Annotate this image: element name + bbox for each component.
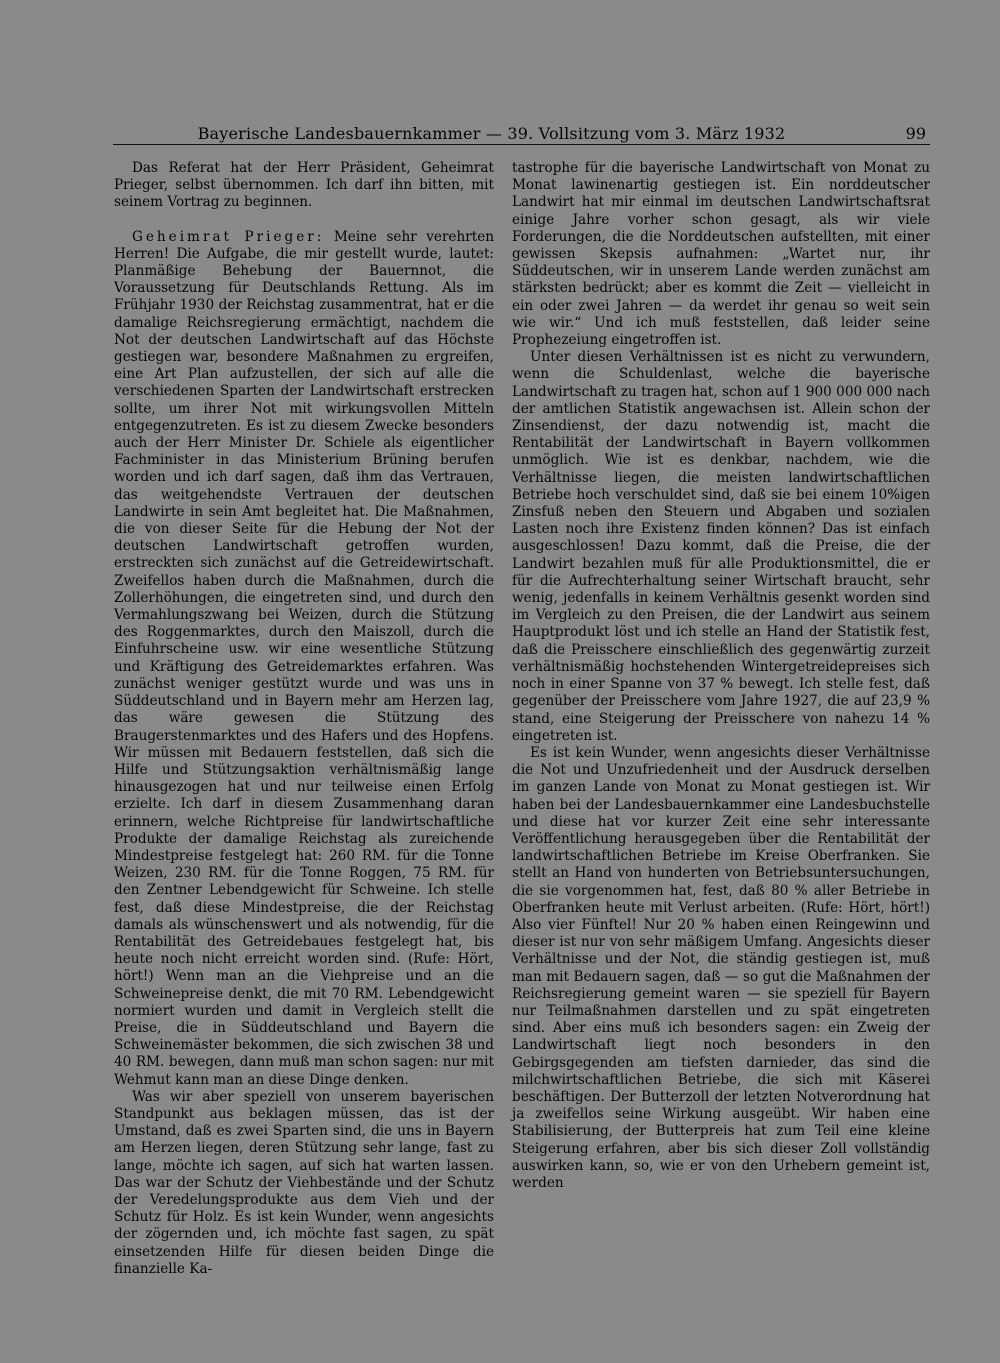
paragraph: Das Referat hat der Herr Präsident, Geheimrat Prieger, selbst übernommen. Ich darf ihn bitten, mit seinem Vortrag zu beginnen.: [114, 160, 494, 211]
page-number: 99: [905, 124, 926, 143]
speaker-paragraph: [114, 229, 494, 1089]
paragraph: Unter diesen Verhältnissen ist es nicht zu verwundern, wenn die Schuldenlast, welche die bayerische Landwirtschaft zu tragen hat, schon auf 1 900 000 000 nach der amtlichen Statistik angewachsen ist. Allein schon der Zinsendienst, der dazu notwendig ist, macht die Rentabilität der Landwirtschaft in Bayern vollkommen unmöglich. Wie ist es denkbar, nachdem, wie die Verhältnisse liegen, die meisten landwirtschaftlichen Betriebe hoch verschuldet sind, daß sie bei einem 10%igen Zinsfuß neben den Steuern und Abgaben und sozialen Lasten noch ihre Existenz finden können? Das ist einfach ausgeschlossen! Dazu kommt, daß die Preise, die der Landwirt bezahlen muß für alle Produktionsmittel, die er für die Aufrechterhaltung seiner Wirtschaft braucht, sehr wenig, jedenfalls in keinem Verhältnis gesenkt worden sind im Vergleich zu den Preisen, die der Landwirt aus seinem Hauptprodukt löst und ich stelle an Hand der Statistik fest, daß die Preisschere einschließlich des gegenwärtig zurzeit verhältnismäßig hochstehenden Wintergetreidepreises sich noch in einer Spanne von 37 % bewegt. Ich stelle fest, daß gegenüber der Preisschere vom Jahre 1927, die auf 23,9 % stand, eine Steigerung der Preisschere von nahezu 14 % eingetreten ist.: [512, 349, 930, 744]
paragraph: tastrophe für die bayerische Landwirtschaft von Monat zu Monat lawinenartig gestiegen ist. Ein norddeutscher Landwirt hat mir einmal im deutschen Landwirtschaftsrat einige Jahre vorher schon gesagt, als wir viele Forderungen, die die Norddeutschen aufstellten, mit einer gewissen Skepsis aufnahmen: „Wartet nur, ihr Süddeutschen, wir in unserem Lande werden zunächst am stärksten bedrückt; aber es kommt die Zeit — vielleicht in ein oder zwei Jahren — da werdet ihr genau so weit sein wie wir.“ Und ich muß feststellen, daß leider seine Prophezeiung eingetroffen ist.: [512, 160, 930, 349]
right-column: [512, 160, 930, 1192]
page-header: [113, 122, 930, 145]
paragraph: Es ist kein Wunder, wenn angesichts dieser Verhältnisse die Not und Unzufriedenheit und der Ausdruck derselben im ganzen Lande von Monat zu Monat gestiegen ist. Wir haben bei der Landesbauernkammer eine Landesbuchstelle und diese hat vor kurzer Zeit eine sehr interessante Veröffentlichung herausgegeben über die Rentabilität der landwirtschaftlichen Betriebe im Kreise Oberfranken. Sie stellt an Hand von hunderten von Betriebsuntersuchungen, die sie vorgenommen hat, fest, daß 80 % aller Betriebe in Oberfranken heute mit Verlust arbeiten. (Rufe: Hört, hört!) Also vier Fünftel! Nur 20 % haben einen Reingewinn und dieser ist nur von sehr mäßigem Umfang. Angesichts dieser Verhältnisse und der Not, die ständig gestiegen ist, muß man mit Bedauern sagen, daß — so gut die Maßnahmen der Reichsregierung gemeint waren — sie speziell für Bayern nur Teilmaßnahmen darstellen und zu spät eingetreten sind. Aber eins muß ich besonders sagen: ein Zweig der Landwirtschaft liegt noch besonders in den Gebirgsgegenden am tiefsten darnieder, das sind die milchwirtschaftlichen Betriebe, die sich mit Käserei beschäftigen. Der Butterzoll der letzten Notverordnung hat ja zweifellos seine Wirkung ausgeübt. Wir haben eine Stabilisierung, der Butterpreis hat zum Teil eine kleine Steigerung erfahren, aber bis sich dieser Zoll vollständig auswirken kann, so, wie er von den Urhebern gemeint ist, werden: [512, 744, 930, 1191]
speaker-name: Geheimrat Prieger:: [132, 228, 325, 245]
left-column: [114, 160, 494, 1278]
running-title: Bayerische Landesbauernkammer — 39. Vollsitzung vom 3. März 1932: [197, 124, 786, 143]
paragraph: Was wir aber speziell von unserem bayerischen Standpunkt aus beklagen müssen, das ist der Umstand, daß es zwei Sparten sind, die uns in Bayern am Herzen liegen, deren Stützung sehr lange, fast zu lange, möchte ich sagen, auf sich hat warten lassen. Das war der Schutz der Viehbestände und der Schutz der Veredelungsprodukte aus dem Vieh und der Schutz für Holz. Es ist kein Wunder, wenn angesichts der zögernden und, ich möchte fast sagen, zu spät einsetzenden Hilfe für diesen beiden Dinge die finanzielle Ka-: [114, 1088, 494, 1277]
paragraph-text: Meine sehr verehrten Herren! Die Aufgabe, die mir gestellt wurde, lautet: Planmäßige Behebung der Bauernnot, die Voraussetzung für Deutschlands Rettung. Als im Frühjahr 1930 der Reichstag zusammentrat, hat er die damalige Reichsregierung ermächtigt, nachdem die Not der deutschen Landwirtschaft auf das Höchste gestiegen war, besondere Maßnahmen zu ergreifen, eine Art Plan aufzustellen, der sich auf alle die verschiedenen Sparten der Landwirtschaft erstrecken sollte, um ihrer Not mit wirkungsvollen Mitteln entgegenzutreten. Es ist zu diesem Zwecke besonders auch der Herr Minister Dr. Schiele als eigentlicher Fachminister in das Ministerium Brüning berufen worden und ich darf sagen, daß ihm das Vertrauen, das weitgehendste Vertrauen der deutschen Landwirte in sein Amt begleitet hat. Die Maßnahmen, die von dieser Seite für die Hebung der Not der deutschen Landwirtschaft getroffen wurden, erstreckten sich zunächst auf die Getreidewirtschaft. Zweifellos haben durch die Maßnahmen, durch die Zollerhöhungen, die eingetreten sind, und durch den Vermahlungszwang bei Weizen, durch die Stützung des Roggenmarktes, durch den Maiszoll, durch die Einfuhrscheine usw. wir eine wesentliche Stützung und Kräftigung des Getreidemarktes erfahren. Was zunächst weniger gestützt wurde und was uns in Süddeutschland und in Bayern mehr am Herzen lag, das wäre gewesen die Stützung des Braugerstenmarktes und des Hafers und des Hopfens. Wir müssen mit Bedauern feststellen, daß sich die Hilfe und Stützungsaktion verhältnismäßig lange hinausgezogen hat und nur teilweise einen Erfolg erzielte. Ich darf in diesem Zusammenhang daran erinnern, welche Richtpreise für landwirtschaftliche Produkte der damalige Reichstag als zureichende Mindestpreise festgelegt hat: 260 RM. für die Tonne Weizen, 230 RM. für die Tonne Roggen, 75 RM. für den Zentner Lebendgewicht für Schweine. Ich stelle fest, daß diese Mindestpreise, die der Reichstag damals als wünschenswert und als notwendig, für die Rentabilität des Getreidebaues festgelegt hat, bis heute noch nicht erreicht worden sind. (Rufe: Hört, hört!) Wenn man an die Viehpreise und an die Schweinepreise denkt, die mit 70 RM. Lebendgewicht normiert wurden und damit in Vergleich stellt die Preise, die in Süddeutschland und Bayern die Schweinemäster bekommen, die sich zwischen 38 und 40 RM. bewegen, dann muß man schon sagen: nur mit Wehmut kann man an diese Dinge denken.: [114, 228, 494, 1088]
